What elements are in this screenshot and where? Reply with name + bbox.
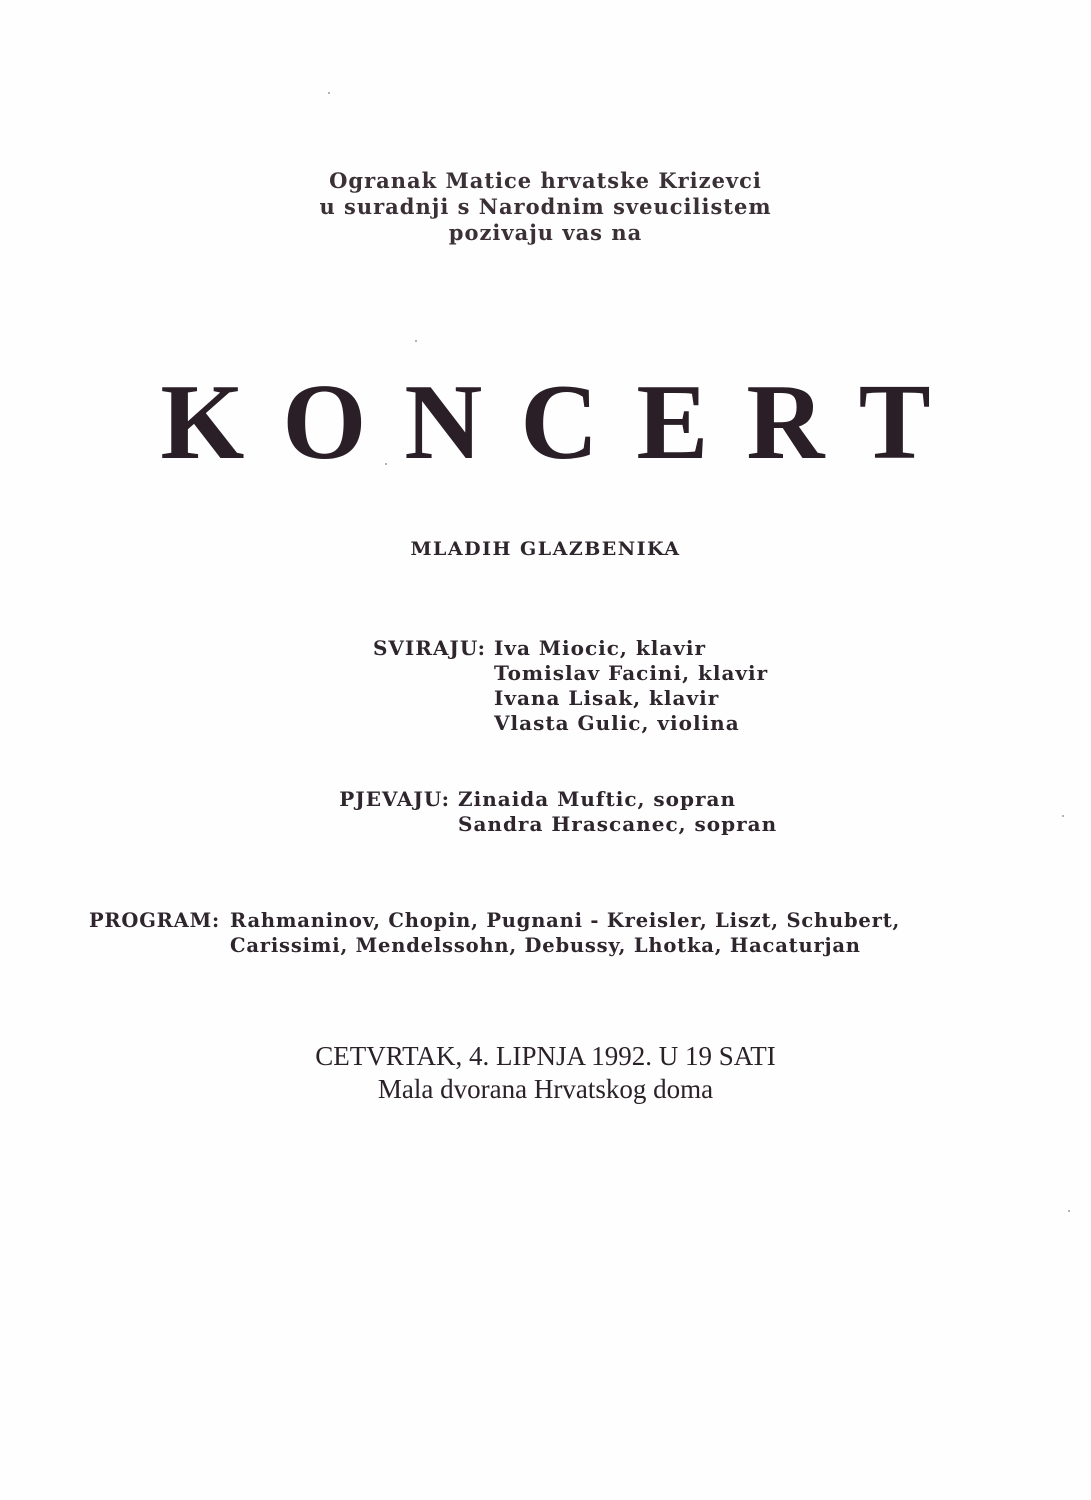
header-line-cooperation: u suradnji s Narodnim sveucilistem	[319, 194, 772, 219]
concert-subtitle: MLADIH GLAZBENIKA	[410, 538, 681, 560]
program-label: PROGRAM:	[88, 909, 220, 932]
organizer-header	[0, 168, 1091, 246]
program-section	[0, 908, 1091, 968]
player-item: Vlasta Gulic, violina	[494, 711, 740, 735]
program-line: Rahmaninov, Chopin, Pugnani - Kreisler, Liszt, Schubert,	[230, 909, 901, 932]
singer-item: Zinaida Muftic, sopran	[458, 787, 737, 811]
event-venue: Mala dvorana Hrvatskog doma	[377, 1074, 714, 1104]
event-datetime: CETVRTAK, 4. LIPNJA 1992. U 19 SATI	[315, 1041, 776, 1071]
singers-list	[458, 787, 777, 837]
players-label: SVIRAJU:	[372, 636, 486, 660]
player-item: Iva Miocic, klavir	[494, 636, 707, 660]
singers-label: PJEVAJU:	[339, 787, 450, 811]
concert-title: KONCERT	[160, 363, 969, 482]
program-line: Carissimi, Mendelssohn, Debussy, Lhotka, Hacaturjan	[230, 934, 861, 957]
program-list	[230, 908, 900, 958]
event-details	[0, 1040, 1091, 1106]
player-item: Ivana Lisak, klavir	[494, 686, 720, 710]
singer-item: Sandra Hrascanec, sopran	[458, 812, 778, 836]
scan-speck	[415, 340, 417, 342]
singers-section	[0, 787, 1091, 847]
header-line-organizer: Ogranak Matice hrvatske Krizevci	[329, 168, 762, 193]
scan-speck	[1068, 1210, 1070, 1212]
players-section	[0, 636, 1091, 746]
scan-speck	[328, 92, 330, 94]
header-line-invitation: pozivaju vas na	[448, 220, 643, 245]
players-list	[494, 636, 768, 736]
player-item: Tomislav Facini, klavir	[494, 661, 769, 685]
